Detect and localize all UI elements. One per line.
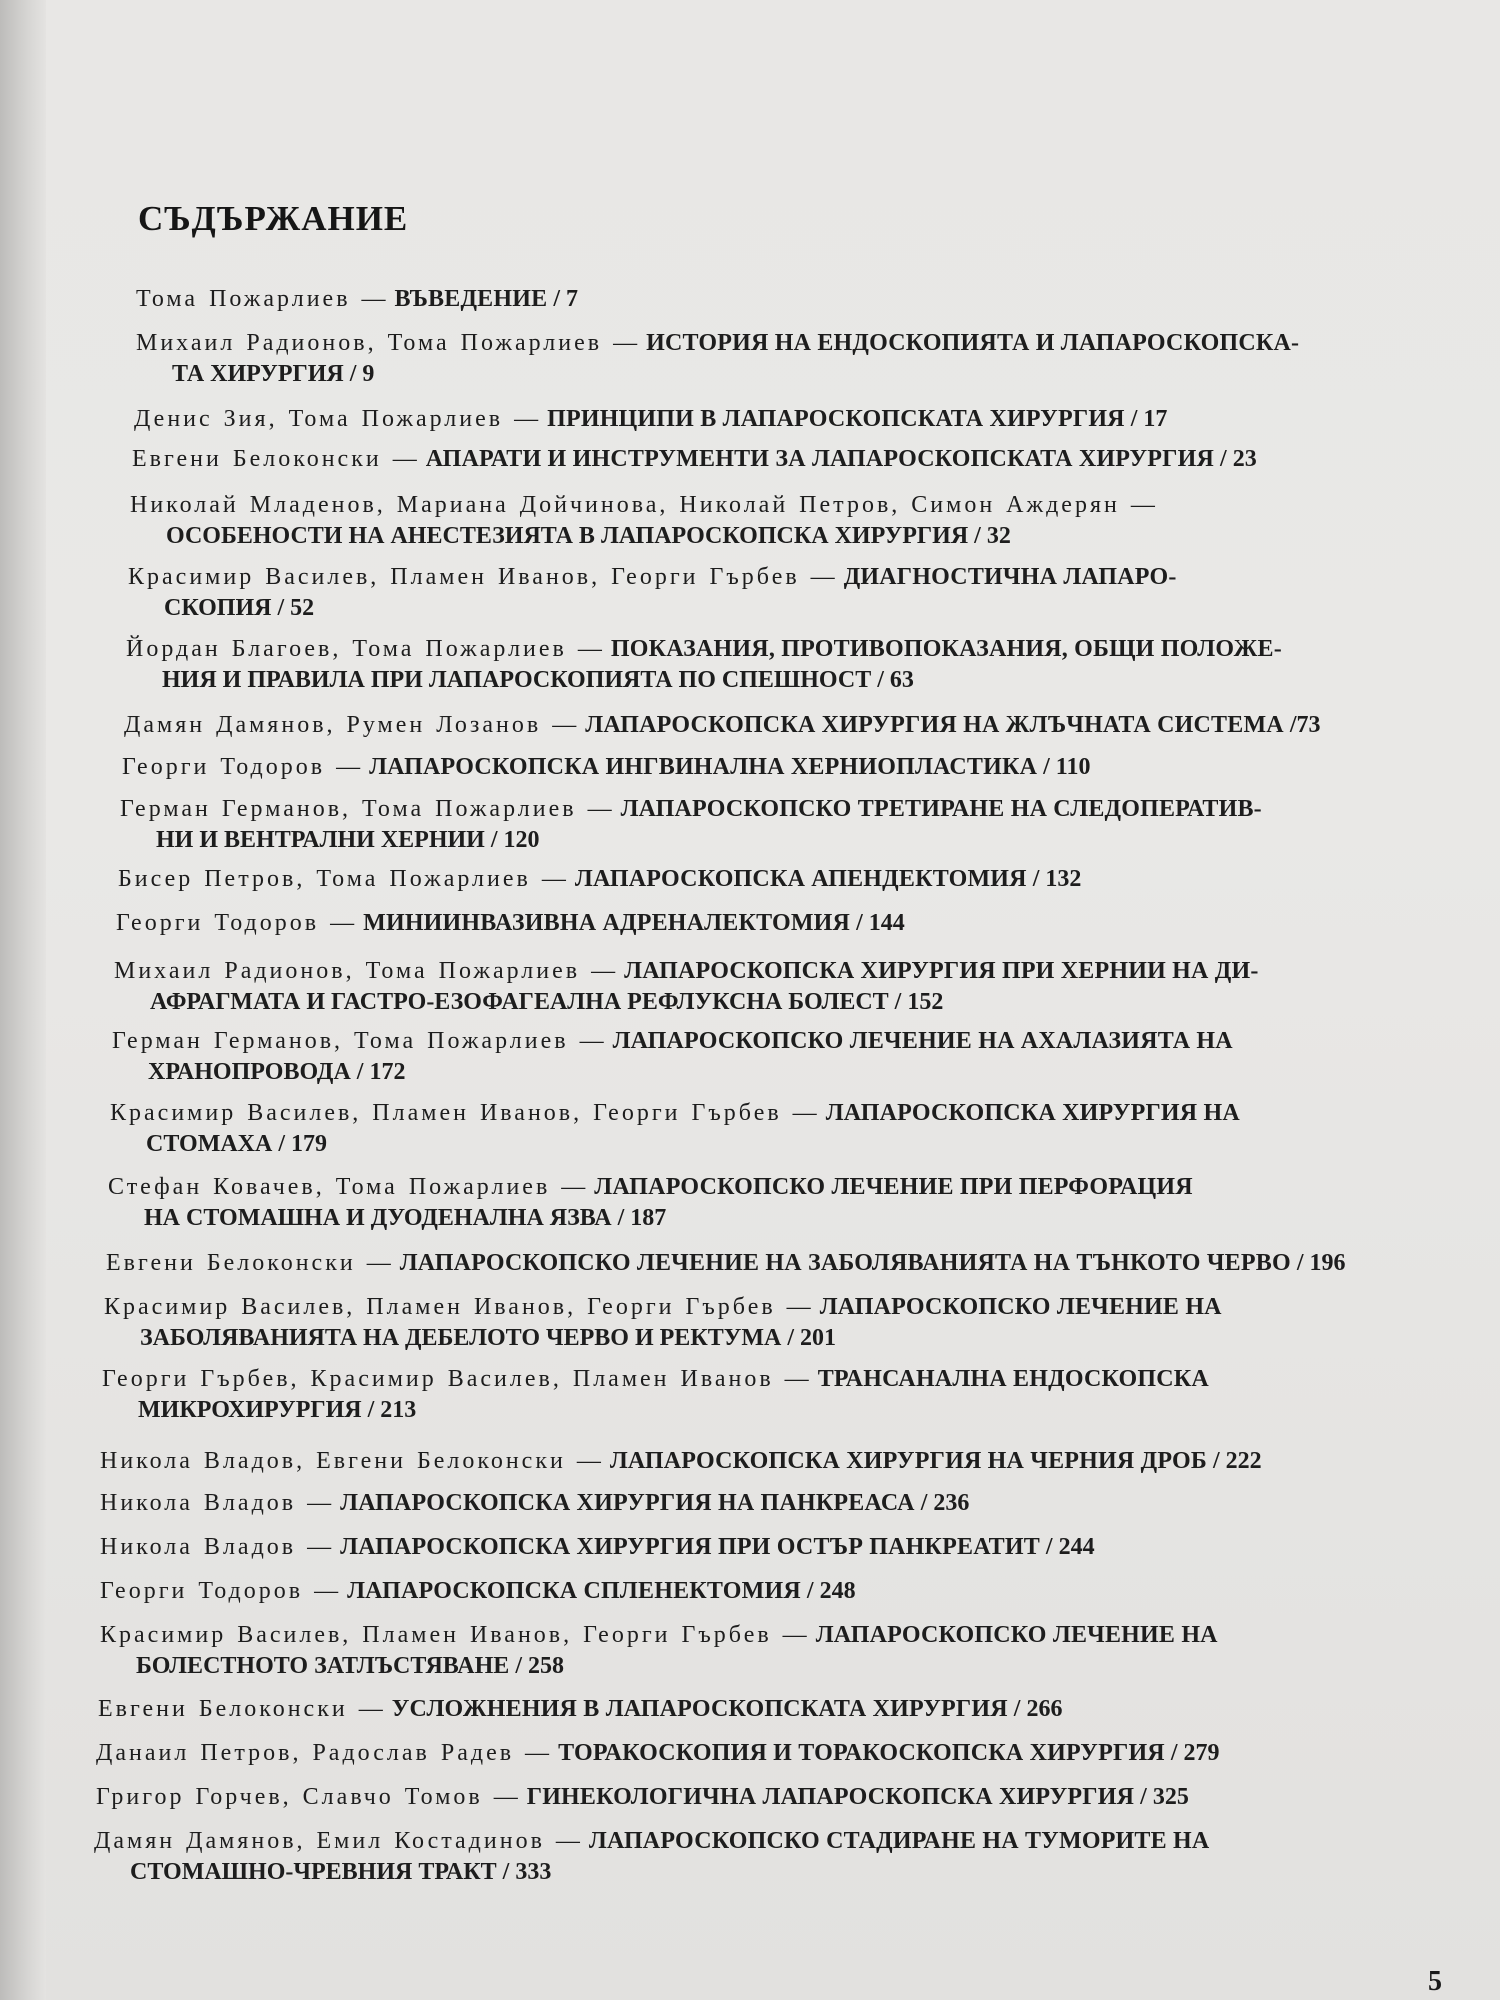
toc-entry	[126, 634, 1428, 696]
toc-entry	[100, 1446, 1428, 1477]
toc-entry-authors: Йордан Благоев, Тома Пожарлиев —	[126, 636, 605, 662]
toc-entry	[136, 284, 1428, 315]
toc-entry	[118, 864, 1428, 895]
toc-entry	[120, 794, 1428, 856]
toc-entry-page: / 110	[1043, 754, 1091, 780]
toc-entry	[104, 1292, 1428, 1354]
toc-entry-page: / 325	[1140, 1784, 1189, 1810]
toc-entry-title-continuation: ЗАБОЛЯВАНИЯТА НА ДЕБЕЛОТО ЧЕРВО И РЕКТУМА / 201	[140, 1325, 836, 1351]
toc-entry-title-continuation: ОСОБЕНОСТИ НА АНЕСТЕЗИЯТА В ЛАПАРОСКОПСКА ХИРУРГИЯ / 32	[166, 523, 1011, 549]
toc-entry-authors: Евгени Белоконски —	[98, 1696, 386, 1722]
toc-entry-title: ГИНЕКОЛОГИЧНА ЛАПАРОСКОПСКА ХИРУРГИЯ	[526, 1784, 1135, 1810]
toc-entry-title: ВЪВЕДЕНИЕ	[394, 286, 548, 312]
toc-entry-title: ЛАПАРОСКОПСКО ЛЕЧЕНИЕ НА	[815, 1622, 1218, 1648]
toc-entry	[110, 1098, 1428, 1160]
toc-entry-authors: Данаил Петров, Радослав Радев —	[96, 1740, 553, 1766]
toc-entry	[98, 1694, 1428, 1725]
toc-entry-title: ЛАПАРОСКОПСКО ТРЕТИРАНЕ НА СЛЕДОПЕРАТИВ-	[620, 796, 1262, 822]
toc-entry-authors: Красимир Василев, Пламен Иванов, Георги Гърбев —	[110, 1100, 820, 1126]
toc-entry-authors: Красимир Василев, Пламен Иванов, Георги Гърбев —	[104, 1294, 814, 1320]
toc-entry-authors: Михаил Радионов, Тома Пожарлиев —	[136, 330, 641, 356]
toc-entry-authors: Красимир Василев, Пламен Иванов, Георги Гърбев —	[100, 1622, 810, 1648]
toc-entry-authors: Георги Тодоров —	[122, 754, 364, 780]
toc-entry-title: УСЛОЖНЕНИЯ В ЛАПАРОСКОПСКАТА ХИРУРГИЯ	[391, 1696, 1008, 1722]
toc-entry-title: ЛАПАРОСКОПСКА ХИРУРГИЯ НА ПАНКРЕАСА	[340, 1490, 915, 1516]
toc-entry-title: АПАРАТИ И ИНСТРУМЕНТИ ЗА ЛАПАРОСКОПСКАТА ХИРУРГИЯ	[425, 446, 1215, 472]
toc-entry-title: ТОРАКОСКОПИЯ И ТОРАКОСКОПСКА ХИРУРГИЯ	[558, 1740, 1165, 1766]
toc-entry-authors: Денис Зия, Тома Пожарлиев —	[134, 406, 542, 432]
toc-entry	[96, 1738, 1428, 1769]
toc-entry-page: / 266	[1013, 1696, 1063, 1722]
toc-entry	[100, 1532, 1428, 1563]
toc-entry-authors: Никола Владов —	[100, 1490, 335, 1516]
toc-entry-authors: Красимир Василев, Пламен Иванов, Георги Гърбев —	[128, 564, 838, 590]
toc-entry-authors: Никола Владов —	[100, 1534, 335, 1560]
toc-entry-title-continuation: ТА ХИРУРГИЯ / 9	[172, 361, 375, 387]
toc-entry	[94, 1826, 1428, 1888]
toc-entry	[130, 490, 1428, 552]
toc-entry-page: / 248	[806, 1578, 856, 1604]
toc-entry-title: ЛАПАРОСКОПСКА ХИРУРГИЯ ПРИ ОСТЪР ПАНКРЕАТИТ	[340, 1534, 1040, 1560]
toc-entry-title: ТРАНСАНАЛНА ЕНДОСКОПСКА	[817, 1366, 1209, 1392]
toc-entry-title-continuation: НА СТОМАШНА И ДУОДЕНАЛНА ЯЗВА / 187	[144, 1205, 667, 1231]
toc-entry	[136, 328, 1428, 390]
toc-entry	[128, 562, 1428, 624]
toc-entry-title-continuation: ХРАНОПРОВОДА / 172	[148, 1059, 406, 1085]
page-number: 5	[1428, 1966, 1442, 1997]
toc-entry	[106, 1248, 1428, 1279]
toc-entry-authors: Михаил Радионов, Тома Пожарлиев —	[114, 958, 619, 984]
toc-entry-title-continuation: АФРАГМАТА И ГАСТРО-ЕЗОФАГЕАЛНА РЕФЛУКСНА БОЛЕСТ / 152	[150, 989, 944, 1015]
toc-entry-authors: Герман Германов, Тома Пожарлиев —	[112, 1028, 607, 1054]
toc-entry-authors: Евгени Белоконски —	[132, 446, 420, 472]
toc-entry-title: ЛАПАРОСКОПСКО ЛЕЧЕНИЕ НА АХАЛАЗИЯТА НА	[612, 1028, 1233, 1054]
toc-entry-title: ЛАПАРОСКОПСКА ХИРУРГИЯ НА ЧЕРНИЯ ДРОБ	[609, 1448, 1207, 1474]
toc-entry-authors: Георги Тодоров —	[100, 1578, 342, 1604]
toc-entry	[100, 1576, 1428, 1607]
toc-entry-authors: Бисер Петров, Тома Пожарлиев —	[118, 866, 569, 892]
page-title: СЪДЪРЖАНИЕ	[138, 199, 409, 239]
toc-entry	[122, 752, 1428, 783]
toc-entry-title: ЛАПАРОСКОПСКО СТАДИРАНЕ НА ТУМОРИТЕ НА	[588, 1828, 1210, 1854]
toc-entry-title-continuation: МИКРОХИРУРГИЯ / 213	[138, 1397, 417, 1423]
toc-entry-title: ЛАПАРОСКОПСКО ЛЕЧЕНИЕ НА ЗАБОЛЯВАНИЯТА НА ТЪНКОТО ЧЕРВО	[399, 1250, 1291, 1276]
toc-entry	[102, 1364, 1428, 1426]
toc-entry-page: / 236	[920, 1490, 970, 1516]
toc-entry-title-continuation: СТОМАХА / 179	[146, 1131, 328, 1157]
toc-entry-title: ИСТОРИЯ НА ЕНДОСКОПИЯТА И ЛАПАРОСКОПСКА-	[646, 330, 1300, 356]
toc-entry-authors: Дамян Дамянов, Румен Лозанов —	[124, 712, 580, 738]
toc-entry-page: / 244	[1045, 1534, 1095, 1560]
toc-entry-page: / 144	[856, 910, 905, 936]
toc-entry-title-continuation: НИ И ВЕНТРАЛНИ ХЕРНИИ / 120	[156, 827, 540, 853]
toc-entry-page: / 279	[1170, 1740, 1220, 1766]
toc-entry	[114, 956, 1428, 1018]
toc-entry-title-continuation: НИЯ И ПРАВИЛА ПРИ ЛАПАРОСКОПИЯТА ПО СПЕШНОСТ / 63	[162, 667, 914, 693]
toc-entry-authors: Тома Пожарлиев —	[136, 286, 389, 312]
toc-entry	[96, 1782, 1428, 1813]
toc-entry-page: / 23	[1220, 446, 1257, 472]
toc-entry-title: ЛАПАРОСКОПСКА ХИРУРГИЯ ПРИ ХЕРНИИ НА ДИ-	[624, 958, 1259, 984]
toc-entry-page: / 7	[553, 286, 578, 312]
toc-entry	[100, 1488, 1428, 1519]
toc-entry-title: ПОКАЗАНИЯ, ПРОТИВОПОКАЗАНИЯ, ОБЩИ ПОЛОЖЕ-	[610, 636, 1282, 662]
toc-entry-page: /73	[1289, 712, 1321, 738]
toc-entry-title: ЛАПАРОСКОПСКО ЛЕЧЕНИЕ ПРИ ПЕРФОРАЦИЯ	[594, 1174, 1193, 1200]
toc-entry	[132, 444, 1428, 475]
toc-entry	[108, 1172, 1428, 1234]
toc-entry	[100, 1620, 1428, 1682]
toc-entry	[116, 908, 1428, 939]
toc-entry	[124, 710, 1428, 741]
toc-entry-authors: Георги Гърбев, Красимир Василев, Пламен Иванов —	[102, 1366, 812, 1392]
toc-entry-authors: Григор Горчев, Славчо Томов —	[96, 1784, 521, 1810]
toc-entry-title: ДИАГНОСТИЧНА ЛАПАРО-	[843, 564, 1177, 590]
toc-entry-title-continuation: СКОПИЯ / 52	[164, 595, 315, 621]
toc-entry-page: / 196	[1296, 1250, 1346, 1276]
toc-entry-page: / 132	[1032, 866, 1082, 892]
toc-entry	[134, 404, 1428, 435]
toc-entry-authors: Николай Младенов, Мариана Дойчинова, Николай Петров, Симон Аждерян —	[130, 492, 1158, 518]
toc-entry-authors: Стефан Ковачев, Тома Пожарлиев —	[108, 1174, 589, 1200]
toc-entry-title-continuation: СТОМАШНО-ЧРЕВНИЯ ТРАКТ / 333	[130, 1859, 552, 1885]
toc-entry-authors: Дамян Дамянов, Емил Костадинов —	[94, 1828, 583, 1854]
toc-entry-title: ЛАПАРОСКОПСКА ИНГВИНАЛНА ХЕРНИОПЛАСТИКА	[369, 754, 1038, 780]
toc-entry-title: МИНИИНВАЗИВНА АДРЕНАЛЕКТОМИЯ	[363, 910, 851, 936]
toc-entry-page: / 17	[1130, 406, 1168, 432]
toc-entry-authors: Евгени Белоконски —	[106, 1250, 394, 1276]
toc-entry-title: ЛАПАРОСКОПСКА ХИРУРГИЯ НА ЖЛЪЧНАТА СИСТЕМА	[585, 712, 1284, 738]
toc-entry-page: / 222	[1213, 1448, 1262, 1474]
toc-entry-authors: Георги Тодоров —	[116, 910, 358, 936]
toc-entry-title: ЛАПАРОСКОПСКА ХИРУРГИЯ НА	[825, 1100, 1240, 1126]
toc-entry-title: ПРИНЦИПИ В ЛАПАРОСКОПСКАТА ХИРУРГИЯ	[547, 406, 1125, 432]
toc-entry-authors: Герман Германов, Тома Пожарлиев —	[120, 796, 615, 822]
toc-entry-title: ЛАПАРОСКОПСКА АПЕНДЕКТОМИЯ	[574, 866, 1027, 892]
toc-entry-title: ЛАПАРОСКОПСКА СПЛЕНЕКТОМИЯ	[347, 1578, 801, 1604]
toc-entry-authors: Никола Владов, Евгени Белоконски —	[100, 1448, 604, 1474]
toc-entry	[112, 1026, 1428, 1088]
toc-entry-title-continuation: БОЛЕСТНОТО ЗАТЛЪСТЯВАНЕ / 258	[136, 1653, 564, 1679]
toc-entry-title: ЛАПАРОСКОПСКО ЛЕЧЕНИЕ НА	[819, 1294, 1222, 1320]
